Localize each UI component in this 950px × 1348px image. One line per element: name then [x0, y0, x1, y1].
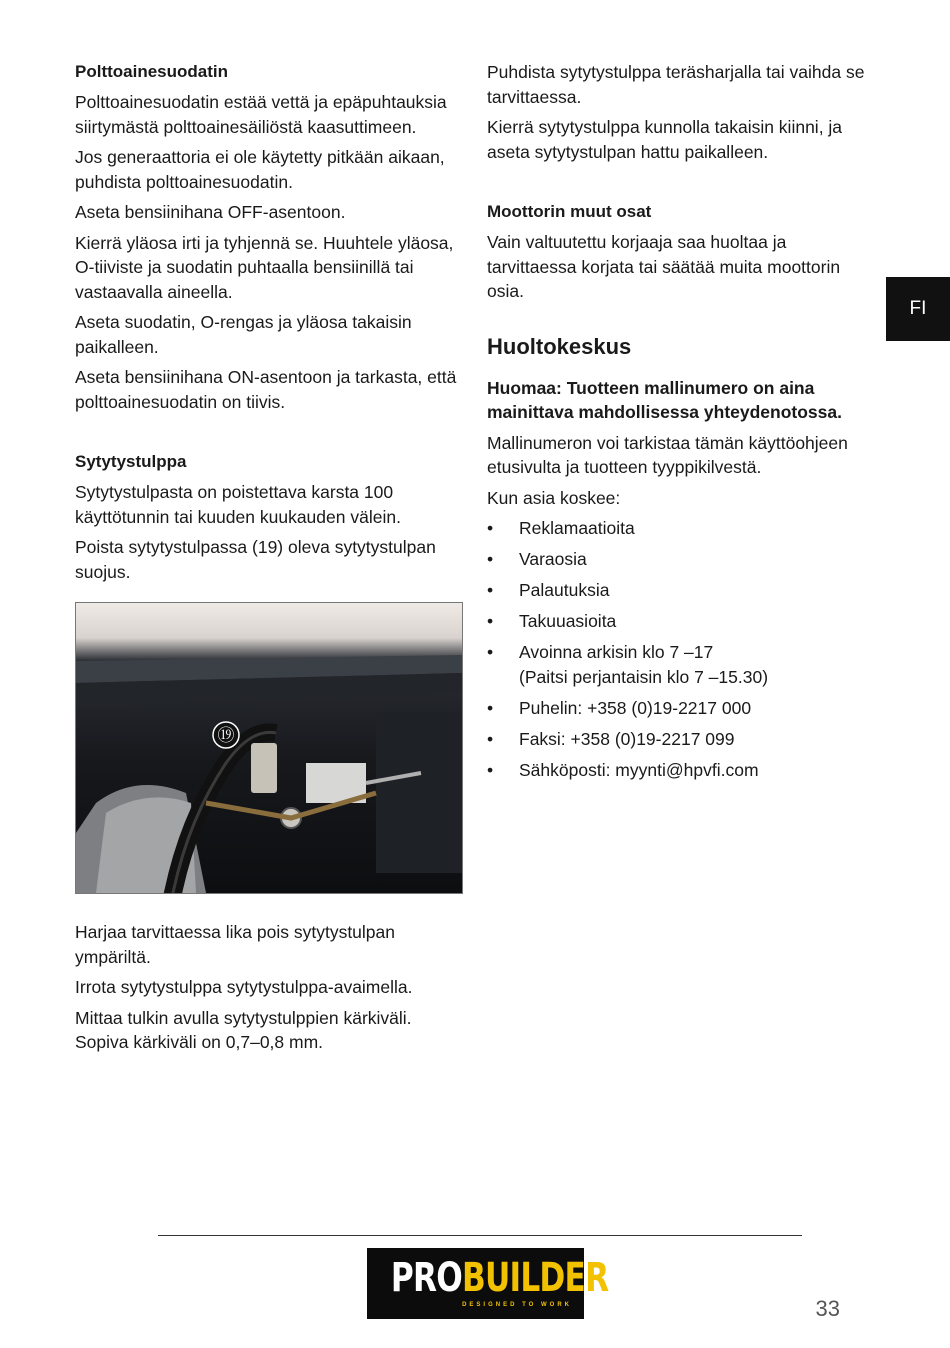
service-list — [487, 516, 872, 782]
paragraph: Aseta suodatin, O-rengas ja yläosa takaisin paikalleen. — [75, 312, 412, 357]
logo-tagline: DESIGNED TO WORK — [462, 1302, 572, 1308]
service-heading: Huoltokeskus — [487, 333, 632, 359]
paragraph: Mittaa tulkin avulla sytytystulppien kärkiväli. Sopiva kärkiväli on 0,7–0,8 mm. — [75, 1007, 412, 1052]
paragraph: Aseta bensiinihana OFF-asentoon. — [75, 202, 346, 222]
logo-pro: PRO — [390, 1255, 462, 1301]
paragraph: Vain valtuutettu korjaaja saa huoltaa ja tarvittaessa korjata tai säätää muita moottorin osia. — [487, 232, 841, 301]
paragraph: Jos generaattoria ei ole käytetty pitkään aikaan, puhdista polttoainesuodatin. — [75, 147, 445, 192]
list-item: • Varaosia — [487, 547, 872, 572]
engine-photo — [75, 602, 463, 894]
list-item: • Palautuksia — [487, 578, 872, 603]
list-item-email: • Sähköposti: myynti@hpvfi.com — [487, 758, 872, 783]
footer-divider — [158, 1235, 802, 1236]
paragraph: Polttoainesuodatin estää vettä ja epäpuhtauksia siirtymästä polttoainesäiliöstä kaasuttimeen. — [75, 92, 447, 137]
paragraph: Mallinumeron voi tarkistaa tämän käyttöohjeen etusivulta ja tuotteen tyyppikilvestä. — [487, 432, 848, 477]
callout-19: ⑲ — [217, 726, 235, 746]
spark-plug-heading: Sytytystulppa — [75, 452, 187, 471]
language-tab: FI — [886, 277, 950, 341]
right-column — [487, 60, 872, 789]
fuel-filter-heading: Polttoainesuodatin — [75, 62, 228, 81]
paragraph: Poista sytytystulpassa (19) oleva sytytystulpan suojus. — [75, 537, 436, 582]
list-item: • Puhelin: +358 (0)19-2217 000 — [487, 696, 872, 721]
list-item: • Reklamaatioita — [487, 516, 872, 541]
left-column — [75, 60, 465, 1061]
hours-note: (Paitsi perjantaisin klo 7 –15.30) — [519, 666, 769, 687]
list-item-hours — [487, 640, 872, 689]
list-item: • Takuuasioita — [487, 609, 872, 634]
engine-illustration — [76, 603, 462, 893]
page-number: 33 — [815, 1296, 840, 1321]
list-item: • Faksi: +358 (0)19-2217 099 — [487, 727, 872, 752]
service-note: Huomaa: Tuotteen mallinumero on aina mainittava mahdollisessa yhteydenotossa. — [487, 377, 842, 422]
probuilder-logo — [367, 1248, 609, 1319]
paragraph: Kun asia koskee: — [487, 487, 621, 508]
paragraph: Sytytystulpasta on poistettava karsta 100 käyttötunnin tai kuuden kuukauden välein. — [75, 482, 401, 527]
paragraph: Irrota sytytystulppa sytytystulppa-avaimella. — [75, 977, 413, 997]
paragraph: Kierrä yläosa irti ja tyhjennä se. Huuhtele yläosa, O-tiiviste ja suodatin puhtaalla bensiinillä tai vastaavalla aineella. — [75, 232, 454, 302]
paragraph: Kierrä sytytystulppa kunnolla takaisin kiinni, ja aseta sytytystulpan hattu paikalleen. — [487, 117, 843, 162]
engine-parts-heading: Moottorin muut osat — [487, 202, 652, 221]
hours-text: Avoinna arkisin klo 7 –17 — [519, 642, 714, 662]
logo-builder: BUILDER — [461, 1255, 609, 1301]
paragraph: Puhdista sytytystulppa teräsharjalla tai vaihda se tarvittaessa. — [487, 62, 865, 107]
paragraph: Harjaa tarvittaessa lika pois sytytystulpan ympäriltä. — [75, 922, 395, 967]
paragraph: Aseta bensiinihana ON-asentoon ja tarkasta, että polttoainesuodatin on tiivis. — [75, 367, 457, 412]
